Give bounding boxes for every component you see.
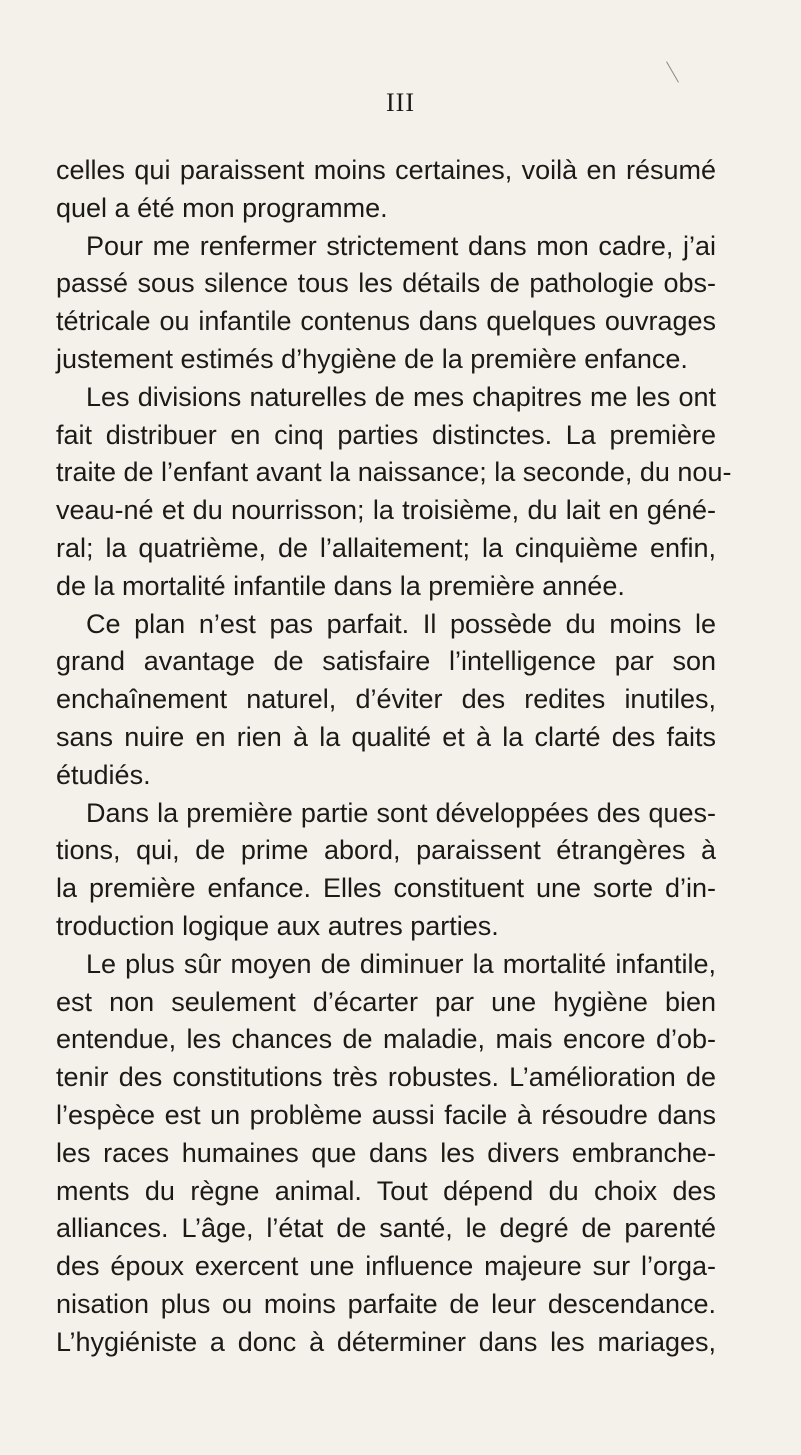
body-text (56, 152, 732, 1362)
margin-mark (666, 61, 679, 82)
text-line: passé sous silence tous les détails de pathologie obs- (56, 268, 716, 299)
text-line: enchaînement naturel, d’éviter des redites inutiles, (56, 684, 716, 715)
text-line: Dans la première partie sont développées des ques- (86, 797, 716, 828)
text-line: Ce plan n’est pas parfait. Il possède du moins le (86, 608, 716, 639)
text-line: fait distribuer en cinq parties distinctes. La première (56, 419, 716, 450)
text-line: étudiés. (56, 759, 151, 790)
text-line: quel a été mon programme. (56, 192, 388, 223)
text-line: traite de l’enfant avant la naissance; la seconde, du nou- (56, 457, 732, 488)
text-line: des époux exercent une influence majeure sur l’orga- (56, 1251, 716, 1282)
text-line: tions, qui, de prime abord, paraissent étrangères à (56, 835, 716, 866)
text-line: est non seulement d’écarter par une hygiène bien (56, 986, 716, 1017)
text-line: l’espèce est un problème aussi facile à résoudre dans (56, 1099, 716, 1130)
text-line: ments du règne animal. Tout dépend du choix des (56, 1175, 716, 1206)
text-line: tenir des constitutions très robustes. L’amélioration de (56, 1062, 716, 1093)
text-line: justement estimés d’hygiène de la première enfance. (56, 343, 688, 374)
text-line: nisation plus ou moins parfaite de leur descendance. (56, 1288, 716, 1319)
text-line: L’hygiéniste a donc à déterminer dans les mariages, (56, 1326, 716, 1357)
text-line: Les divisions naturelles de mes chapitres me les ont (86, 381, 716, 412)
text-line: entendue, les chances de maladie, mais encore d’ob- (56, 1024, 716, 1055)
text-line: Le plus sûr moyen de diminuer la mortalité infantile, (86, 948, 716, 979)
text-line: alliances. L’âge, l’état de santé, le degré de parenté (56, 1213, 716, 1244)
text-line: veau-né et du nourrisson; la troisième, du lait en géné- (56, 495, 716, 526)
text-line: grand avantage de satisfaire l’intelligence par son (56, 646, 716, 677)
text-line: troduction logique aux autres parties. (56, 910, 499, 941)
text-line: la première enfance. Elles constituent une sorte d’in- (56, 873, 716, 904)
page-number: III (386, 88, 415, 117)
text-line: celles qui paraissent moins certaines, voilà en résumé (56, 155, 716, 185)
text-line: sans nuire en rien à la qualité et à la clarté des faits (56, 721, 716, 752)
text-line: Pour me renfermer strictement dans mon cadre, j’ai (86, 230, 716, 261)
text-line: les races humaines que dans les divers embranche- (56, 1137, 716, 1168)
text-line: de la mortalité infantile dans la première année. (56, 570, 625, 601)
text-line: tétricale ou infantile contenus dans quelques ouvrages (56, 306, 716, 337)
text-line: ral; la quatrième, de l’allaitement; la cinquième enfin, (56, 532, 716, 563)
